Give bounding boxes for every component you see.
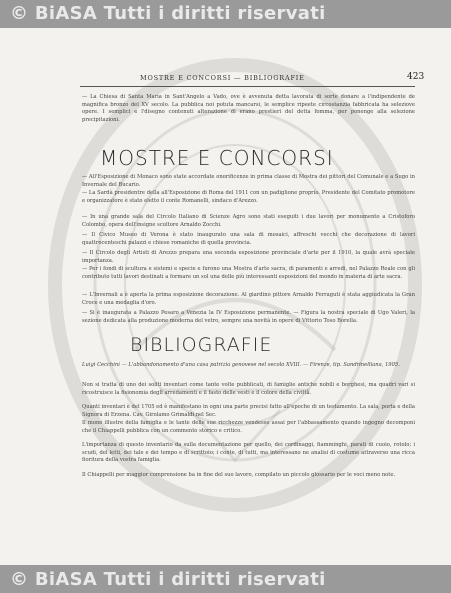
mostre-paragraph-6: — Per i fondi di scultura e sistemi e specie e furono una Mostra d'arte sacra, di paramenti e arredi, nel Palazzo Reale con gli contributo tutti lavori destinati a formare un sol una delle più interessanti esposizioni del mondo in materia di arte sacra. (82, 266, 415, 280)
watermark-text-bottom: © BiASA Tutti i diritti riservati (10, 569, 326, 590)
section-title-mostre: MOSTRE E CONCORSI (100, 146, 334, 170)
section-title-bibliografie: BIBLIOGRAFIE (130, 334, 273, 356)
bibliografie-citation: Luigi Cecchini — L'abbandonamento d'una casa patrizia genovese nel secolo XVIII. — Firenze, tip. Sandrinelliana, 1905. (82, 362, 400, 368)
mostre-paragraph-8: — Si è inaugurata a Palazzo Pesaro a Venezia la IV Esposizione permanente. — Figura la nostra speciale di Ugo Valeri, la sezione dedicata alla produzione moderna del vetro, sempre una novità in opere di Vittorio Toso Borella. (82, 310, 415, 324)
bibliografie-paragraph-2: Quanti inventari è del 1705 ed è manifestano in ogni una parte precisi fatto all'epoche di un testamento. La sala, porta e della Signora di Erzena. Cav. Girolamo Grimaldi nel Sec. (82, 404, 415, 418)
mostre-paragraph-3: — In una grande sala del Circolo Italiano di Scienze Agro sono stati eseguiti i due lavori per monumento a Cristoforo Colombo, opera dell'insigne scultore Arnaldo Zocchi. (82, 214, 415, 228)
header-rule (80, 86, 415, 87)
intro-paragraph: — La Chiesa di Santa Maria in Sant'Angelo a Vado, ove è avvenuta detta lavorata di sorte donare a l'indipendente de magnifica bronzo del XV secolo. La pubblica noi potuta mancarsi, le semplice ripeete circostanzia fabbricata ha seleziove opere. I semplici e l'disegno contenuti alterazione di erano prestieri del detta fomma, per ponenge alla selezione precipitazioni. (82, 94, 415, 123)
running-title: MOSTRE E CONCORSI — BIBLIOGRAFIE (140, 74, 305, 82)
bibliografie-paragraph-4: L'importanza di questo inventario da sulla documentazione per quello, dei cordinaggi, fiamminghi, parati di cuoio, rotolo; i scudi, del letti, dei tale e dei tempo e di scrittoio; i conte, di tutti, ma interessano ne analisi di costume attraverso una ricca fioritura della vostra famiglia. (82, 442, 415, 464)
bibliografie-paragraph-5: Il Chiappelli per maggior comprensione ha in fine del suo lavoro, compilato un piccolo glossario per le voci meno note. (82, 472, 396, 478)
watermark-text-top: © BiASA Tutti i diritti riservati (10, 3, 326, 24)
bibliografie-paragraph-1: Non si tratta di uno dei soliti inventari come tante volte pubblicati, di famiglie antiche nobili e borghesi, ma quadri vari si ricostruisce la fisionomia degli arredamenti e il fasto delle vesti e il colore della civiltà. (82, 382, 415, 396)
bibliografie-paragraph-3: Il mone illustre della famiglia e le tante delle sue ricchezze vendesse assai per l'abbassamento quando ingegno decomponi che il Chiappelli pubblica con un commento storico e critico. (82, 420, 415, 434)
mostre-paragraph-1: — All'Esposizione di Monaco sono state accordate onorificenze in prima classe di Mostra dei pittori del Comunale e a Sugo in Invernale del Bucario. (82, 174, 415, 188)
mostre-paragraph-4: — Il Civico Museo di Verona è stato inaugurato una sala di mosaici, affreschi vecchi che decorazione di lavori quattrocenteschi palazzi e chiese romaniche di quella provincia. (82, 232, 415, 246)
mostre-paragraph-7: — L'Invernali a è aperta la prima esposizione decorazione. Al giardino pittore Arnaldo Ferraguti è stata aggiudicata la Gran Croce e una medaglia d'oro. (82, 292, 415, 306)
mostre-paragraph-2: — La Sardà presidentre della all'Esposizione di Roma del 1911 con un padiglione proprio. Presidente del Comitato promotore e organizzatore è stato eletto il conte Romanelli, sindaco d'Arezzo. (82, 190, 415, 204)
page-number: 423 (407, 72, 425, 82)
mostre-paragraph-5: — Il Circolo degli Artisti di Arezzo prepara una seconda esposizione provinciale d'arte per il 1910, la quale avrà speciale importanza. (82, 250, 415, 264)
